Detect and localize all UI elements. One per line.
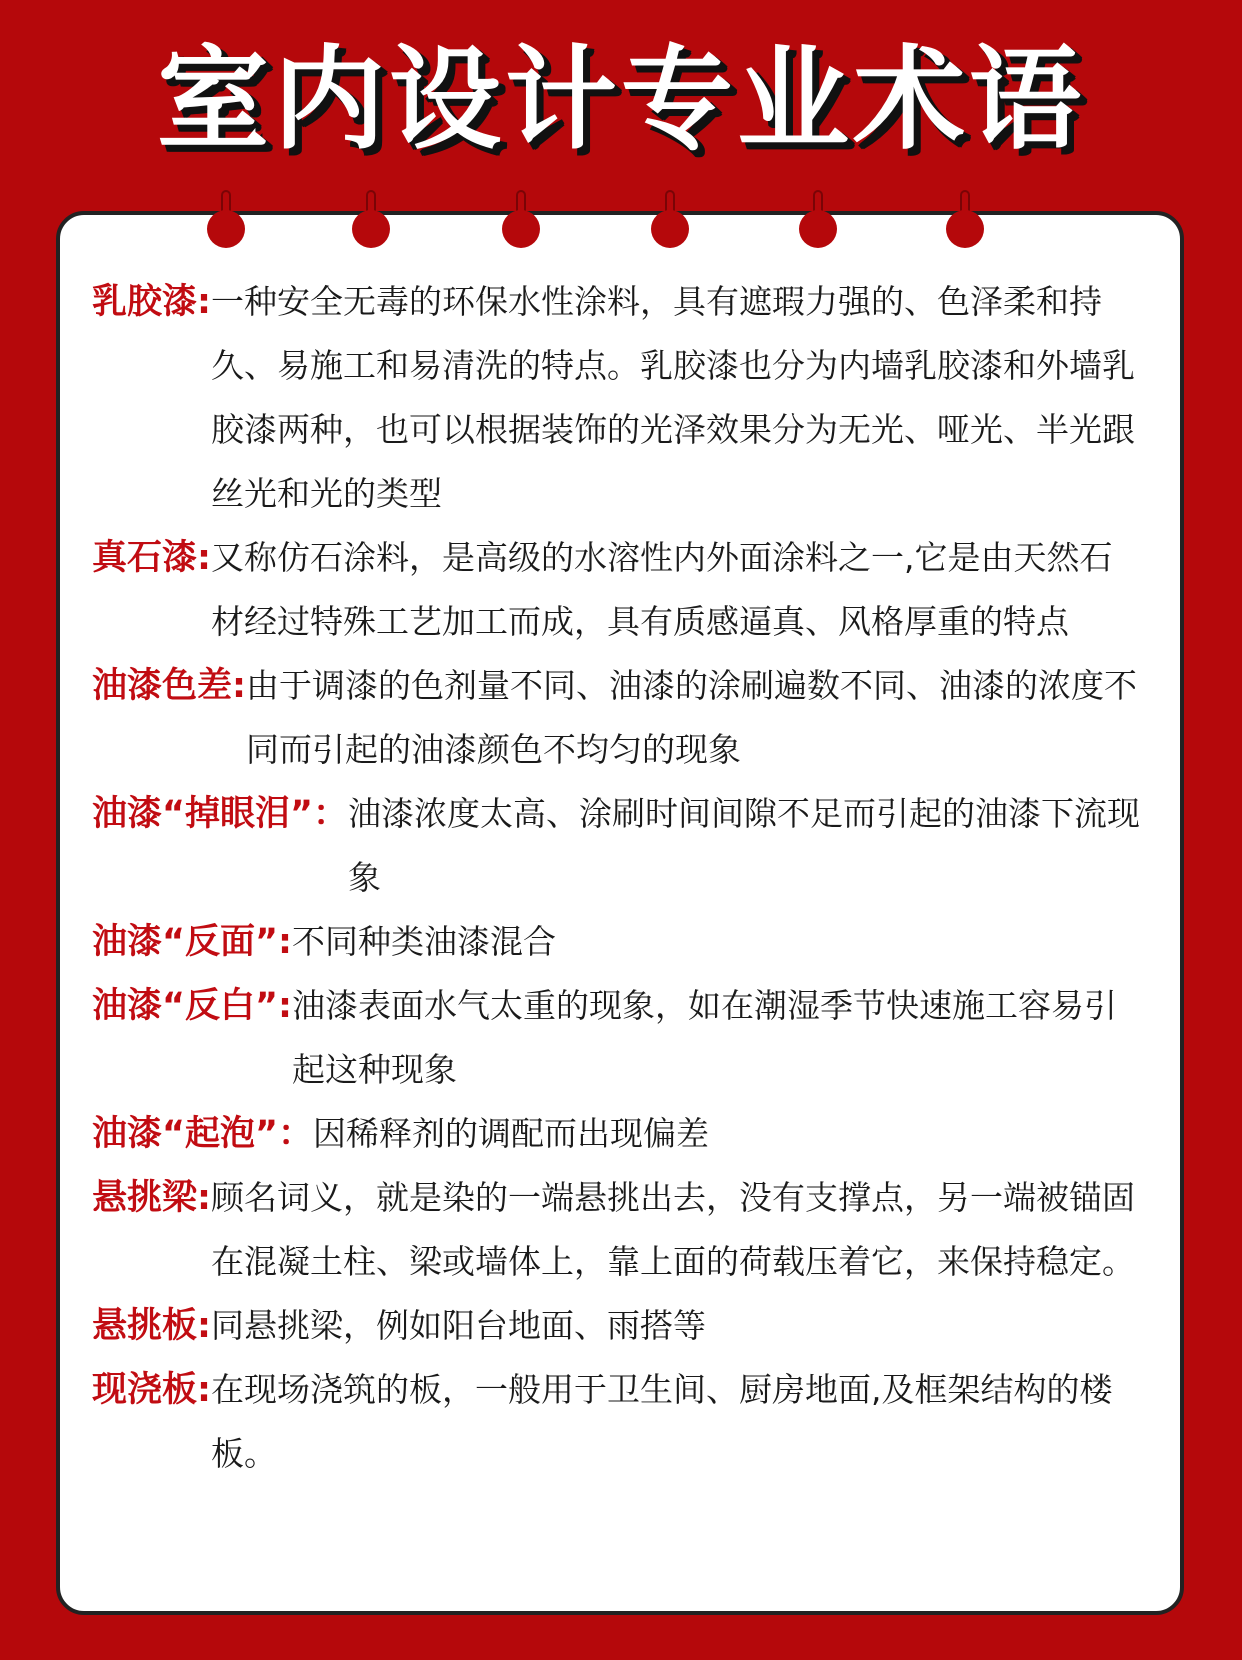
binder-ring-6 <box>945 190 985 250</box>
entry-term: 油漆“反面”: <box>92 922 293 962</box>
entry-term: 悬挑板: <box>92 1306 211 1346</box>
entry-definition: 顾名词义，就是染的一端悬挑出去，没有支撑点，另一端被锚固在混凝土柱、梁或墙体上，靠上面的荷载压着它，来保持稳定。 <box>211 1178 1135 1281</box>
glossary-entry-cantilever-slab <box>92 1294 1142 1358</box>
glossary-entry-cast-in-place-slab <box>92 1358 1142 1486</box>
entry-definition: 同悬挑梁，例如阳台地面、雨搭等 <box>211 1306 706 1345</box>
binder-ring-2 <box>351 190 391 250</box>
entry-term: 真石漆: <box>92 538 211 578</box>
entry-definition: 不同种类油漆混合 <box>292 922 557 961</box>
binder-ring-3 <box>501 190 541 250</box>
binder-ring-5 <box>798 190 838 250</box>
glossary-list <box>92 270 1142 1486</box>
glossary-entry-paint-sagging <box>92 782 1142 910</box>
glossary-entry-paint-blushing <box>92 974 1142 1102</box>
entry-definition: 油漆浓度太高、涂刷时间间隙不足而引起的油漆下流现象 <box>348 794 1141 897</box>
glossary-entry-paint-blistering <box>92 1102 1142 1166</box>
page-title: 室内设计专业术语 <box>157 35 1085 165</box>
entry-term: 现浇板: <box>92 1370 211 1410</box>
entry-term: 油漆“反白”: <box>92 986 293 1026</box>
entry-term: 油漆色差: <box>92 666 246 706</box>
glossary-entry-real-stone-paint <box>92 526 1142 654</box>
glossary-entry-latex-paint <box>92 270 1142 526</box>
glossary-entry-cantilever-beam <box>92 1166 1142 1294</box>
binder-ring-1 <box>206 190 246 250</box>
entry-definition: 由于调漆的色剂量不同、油漆的涂刷遍数不同、油漆的浓度不同而引起的油漆颜色不均匀的现象 <box>246 666 1137 769</box>
entry-definition: 因稀释剂的调配而出现偏差 <box>313 1114 710 1153</box>
entry-term: 油漆“掉眼泪”： <box>92 794 349 834</box>
binder-ring-4 <box>650 190 690 250</box>
glossary-entry-paint-color-difference <box>92 654 1142 782</box>
entry-term: 悬挑梁: <box>92 1178 211 1218</box>
entry-definition: 油漆表面水气太重的现象，如在潮湿季节快速施工容易引起这种现象 <box>292 986 1118 1089</box>
entry-term: 油漆“起泡”： <box>92 1114 314 1154</box>
entry-definition: 在现场浇筑的板，一般用于卫生间、厨房地面,及框架结构的楼板。 <box>211 1370 1113 1473</box>
entry-term: 乳胶漆: <box>92 282 211 322</box>
glossary-entry-paint-reverse <box>92 910 1142 974</box>
entry-definition: 又称仿石涂料，是高级的水溶性内外面涂料之一,它是由天然石材经过特殊工艺加工而成，具有质感逼真、风格厚重的特点 <box>211 538 1113 641</box>
entry-definition: 一种安全无毒的环保水性涂料，具有遮瑕力强的、色泽柔和持久、易施工和易清洗的特点。乳胶漆也分为内墙乳胶漆和外墙乳胶漆两种，也可以根据装饰的光泽效果分为无光、哑光、半光跟丝光和光的类型 <box>211 282 1135 513</box>
